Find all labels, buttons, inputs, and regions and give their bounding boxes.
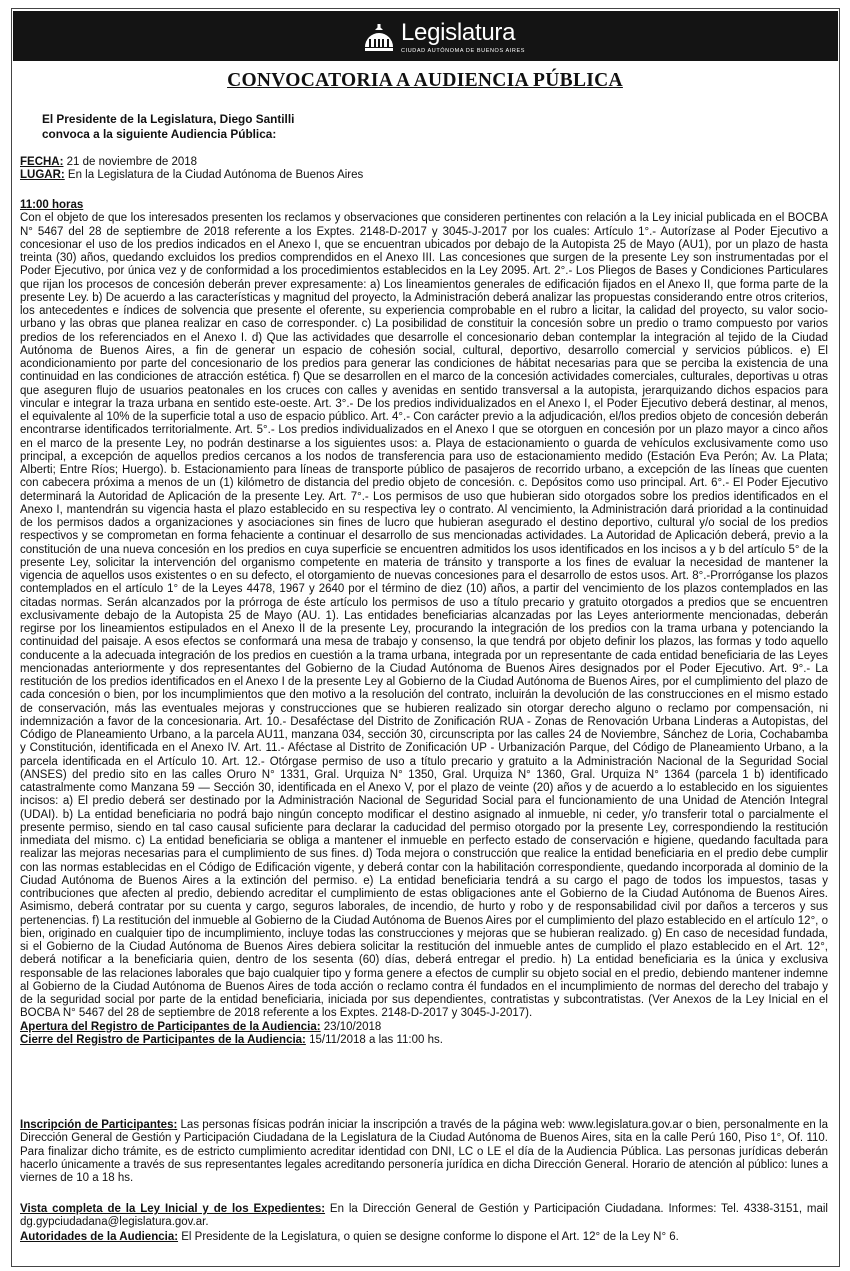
autoridades-text: El Presidente de la Legislatura, o quien se designe conforme lo dispone el Art. 12° de la Ley N° 6. xyxy=(178,1231,679,1243)
fecha-label: FECHA: xyxy=(20,156,64,168)
apertura-label: Apertura del Registro de Participantes de la Audiencia: xyxy=(20,1020,321,1033)
autoridades-label: Autoridades de la Audiencia: xyxy=(20,1231,179,1243)
legislatura-logo xyxy=(363,16,525,58)
inscripcion-label: Inscripción de Participantes: xyxy=(20,1119,178,1131)
vista-block xyxy=(20,1203,828,1230)
page-title: CONVOCATORIA A AUDIENCIA PÚBLICA xyxy=(227,70,623,91)
fecha-line xyxy=(20,156,828,169)
logo-name: Legislatura xyxy=(401,18,516,46)
header-banner xyxy=(13,11,838,61)
cierre-line xyxy=(20,1034,828,1047)
intro-block xyxy=(42,112,294,142)
hora-label: 11:00 horas xyxy=(20,199,84,211)
lugar-line xyxy=(20,169,828,182)
apertura-line xyxy=(20,1021,828,1034)
logo-subtitle: CIUDAD AUTÓNOMA DE BUENOS AIRES xyxy=(401,47,526,54)
vista-text: En la Dirección General de Gestión y Participación Ciudadana. Informes: Tel. 4338-3151, mail dg.gypciudadana@legislatura.gov.ar. xyxy=(20,1203,828,1229)
intro-line-1: El Presidente de la Legislatura, Diego Santilli xyxy=(42,112,295,126)
lugar-value: En la Legislatura de la Ciudad Autónoma de Buenos Aires xyxy=(64,169,364,182)
inscripcion-text: Las personas físicas podrán iniciar la inscripción a través de la página web: www.legislatura.gov.ar o bien, personalmente en la Dirección General de Gestión y Participación Ciudadana de la Legislatura de la Ciudad Autónoma de Buenos Aires, sita en la calle Perú 160, Piso 1°, Of. 110. Para finalizar dicho trámite, es de estricto cumplimiento acreditar identidad con DNI, LC o LE el día de la Audiencia Pública. Las personas jurídicas deberán hacerlo únicamente a través de sus representantes legales acreditando personería jurídica en dicha Dirección General. Horario de atención al público: lunes a viernes de 10 a 18 hs. xyxy=(20,1119,828,1184)
main-block xyxy=(20,199,828,1047)
cierre-value: 15/11/2018 a las 11:00 hs. xyxy=(305,1033,443,1046)
apertura-value: 23/10/2018 xyxy=(320,1020,382,1033)
lugar-label: LUGAR: xyxy=(20,169,65,182)
autoridades-block xyxy=(20,1231,828,1244)
cierre-label: Cierre del Registro de Participantes de la Audiencia: xyxy=(20,1033,306,1046)
body-text: Con el objeto de que los interesados presenten los reclamos y observaciones que consideren pertinentes con relación a la Ley inicial publicada en el BOCBA N° 5467 del 28 de septiembre de 2018 referente a los Exptes. 2148-D-2017 y 3045-J-2017 por los cuales: Artículo 1°.- Autorízase al Poder Ejecutivo a concesionar el uso de los predios indicados en el Anexo I, que se encuentran ubicados por debajo de la Autopista 25 de Mayo (AU1), por un plazo de hasta treinta (30) años, quedando excluidos los predios comprendidos en el Anexo III. Las concesiones que surgen de la presente Ley son instrumentadas por el Poder Ejecutivo, por única vez y de conformidad a los procedimientos establecidos en la Ley 2095. Art. 2°.- Los Pliegos de Bases y Condiciones Particulares que rijan los procesos de concesión deberán prever expresamente: a) Los lineamientos generales de edificación fijados en el Anexo II, que forma parte de la presente Ley. b) De acuerdo a las características y magnitud del proyecto, la Administración deberá analizar las propuestas considerando entre otros criterios, los antecedentes e índices de solvencia que presente el oferente, su experiencia comprobable en el rubro a licitar, la calidad del proyecto, su valor socio-urbano y las obras que planea realizar en caso de corresponder. c) La posibilidad de constituir la concesión sobre un predio o tramo compuesto por varios predios de los referenciados en el Anexo I. d) Que las actividades que desarrolle el concesionario deban contemplar la integración al tejido de la Ciudad Autónoma de Buenos Aires, a fin de generar un espacio de cohesión social, cultural, deportivo, desarrollo comercial y servicios públicos. e) El acondicionamiento por parte del concesionario de los predios para generar las condiciones de hábitat necesarias para que se perciba la existencia de una continuidad en las condiciones de atracción estética. f) Que se desarrollen en el marco de la concesión actividades comerciales, culturales, deportivas u otras que aseguren flujo de usuarios peatonales en los cruces con calles y avenidas en sentido transversal a la autopista, jerarquizando dichos espacios para vincular e integrar la traza urbana en sentido este-oeste. Art. 3°.- De los predios individualizados en el Anexo I, el Poder Ejecutivo deberá destinar, al menos, el equivalente al 10% de la superficie total a uso de espacio público. Art. 4°.- Con carácter previo a la adjudicación, el/los predios objeto de concesión deberán encontrarse identificados territorialmente. Art. 5°.- Los predios individualizados en el Anexo I que se otorguen en concesión por un plazo mayor a cinco años en el marco de la presente Ley, no podrán destinarse a los siguientes usos: a. Playa de estacionamiento o guarda de vehículos exclusivamente como uso principal, a excepción de aquellos predios cercanos a los nodos de transferencia para uso de estacionamiento medido (Estación Eva Perón; Av. La Plata; Alberti; Entre Ríos; Huergo). b. Estacionamiento para líneas de transporte público de pasajeros de recorrido urbano, a excepción de las líneas que cuenten con cabecera próxima a menos de un (1) kilómetro de distancia del predio objeto de concesión. c. Depósitos como uso principal. Art. 6°.- El Poder Ejecutivo determinará la Autoridad de Aplicación de la presente Ley. Art. 7°.- Los permisos de uso que hubieran sido otorgados sobre los predios identificados en el Anexo I, mantendrán su vigencia hasta el plazo establecido en su respectiva ley o contrato. Al vencimiento, la Administración dará prioridad a la continuidad de los permisos dados a organizaciones y asociaciones sin fines de lucro que hubieran asegurado el destino deportivo, cultural y/o social de los predios respectivos y se comprometan en forma fehaciente a continuar el desarrollo de sus mencionadas actividades. La Autoridad de Aplicación deberá, previo a la constitución de una nueva concesión en los predios en cuya superficie se encuentren admitidos los usos identificados en los incisos a y b del artículo 5° de la presente Ley, solicitar la intervención del organismo competente en materia de tránsito y transporte a los fines de evaluar la necesidad de mantener la vigencia de aquellos usos existentes o en su defecto, el otorgamiento de nuevas concesiones para el desarrollo de estos usos. Art. 8°.-Prorróganse los plazos contemplados en el artículo 1° de la Leyes 4478, 1967 y 2640 por el término de diez (10) años, a partir del vencimiento de los plazos contemplados en las citadas normas. Serán alcanzados por la prórroga de éste artículo los permisos de uso a título precario y gratuito otorgados a predios que se encuentren exclusivamente debajo de la Autopista 25 de Mayo (AU. 1). Las entidades beneficiarias alcanzadas por las Leyes anteriormente mencionadas, deberán regirse por los lineamientos estipulados en el Anexo II de la presente Ley, procurando la integración de los predios con la trama urbana y potenciando la continuidad del paisaje. A esos efectos se conformará una mesa de trabajo y consenso, la que tendrá por objeto definir los plazos, las formas y todo aquello conducente a la adecuada integración de los predios en cuestión a la trama urbana, integrada por un representante de cada entidad beneficiaria de las Leyes mencionadas anteriormente y dos representantes del Gobierno de la Ciudad Autónoma de Buenos Aires designados por el Poder Ejecutivo. Art. 9°.- La restitución de los predios identificados en el Anexo I de la presente Ley al Gobierno de la Ciudad Autónoma de Buenos Aires, por el cumplimiento del plazo de cada concesión o bien, por los incumplimientos que den motivo a la resolución del contrato, incluirán la devolución de las construcciones en el mismo estado de conservación, más las eventuales mejoras y construcciones que se hubieren realizado sin otorgar derecho alguno o reclamo por compensación, ni indemnización a favor de la concesionaria. Art. 10.- Desaféctase del Distrito de Zonificación RUA - Zonas de Renovación Urbana Linderas a Autopistas, del Código de Planeamiento Urbano, a la parcela AU11, manzana 034, sección 30, circunscripta por las calles 24 de Noviembre, Sánchez de Loria, Cochabamba y Constitución, identificada en el Anexo IV. Art. 11.- Aféctase al Distrito de Zonificación UP - Urbanización Parque, del Código de Planeamiento Urbano, a la parcela identificada en el Artículo 10. Art. 12.- Otórgase permiso de uso a título precario y gratuito a la Administración Nacional de la Seguridad Social (ANSES) del predio sito en las calles Oruro N° 1331, Gral. Urquiza N° 1350, Gral. Urquiza N° 1360, Gral. Urquiza N° 1364 (parcela 1 b) identificado catastralmente como Manzana 59 — Sección 30, identificada en el Anexo V, por el plazo de veinte (20) años y de acuerdo a lo establecido en los siguientes incisos: a) El predio deberá ser destinado por la Administración Nacional de Seguridad Social para el funcionamiento de una Unidad de Atención Integral (UDAI). b) La entidad beneficiaria no podrá bajo ningún concepto modificar el destino asignado al inmueble, ni ceder, y/o transferir total o parcialmente el presente permiso, siendo en tal caso causal suficiente para declarar la caducidad del permiso otorgado por la presente Ley, correspondiendo la restitución inmediata del mismo. c) La entidad beneficiaria se obliga a mantener el inmueble en perfecto estado de conservación e higiene, quedando facultada para realizar las mejoras necesarias para el cumplimiento de sus fines. d) Toda mejora o construcción que realice la entidad beneficiaria en el predio debe cumplir con las normas establecidas en el Código de Edificación vigente, y deberá contar con la habilitación correspondiente, quedando incorporada al dominio de la Ciudad Autónoma de Buenos Aires a la extinción del permiso. e) La entidad beneficiaria tendrá a su cargo el pago de todos los impuestos, tasas y contribuciones que afecten al predio, debiendo acreditar el cumplimiento de estas obligaciones ante el Gobierno de la Ciudad Autónoma de Buenos Aires. Asimismo, deberá contratar por su cuenta y cargo, seguros laborales, de incendio, de hurto y robo y de responsabilidad civil por daños a terceros y sus pertenencias. f) La restitución del inmueble al Gobierno de la Ciudad Autónoma de Buenos Aires por el cumplimiento del plazo establecido en el artículo 12°, o bien, originado en cualquier tipo de incumplimiento, incluye todas las construcciones y mejoras que se hubieran realizado. g) En caso de necesidad fundada, si el Gobierno de la Ciudad Autónoma de Buenos Aires debiera solicitar la restitución del inmueble antes de cumplido el plazo establecido en el Art. 12°, deberá notificar a la beneficiaria quien, dentro de los sesenta (60) días, deberá entregar el predio. h) La entidad beneficiaria es la única y exclusiva responsable de las relaciones laborales que bajo cualquier tipo y forma genere a efectos de cumplir su objeto social en el predio, debiendo mantener indemne al Gobierno de la Ciudad Autónoma de Buenos Aires de toda acción o reclamo contra él fundados en el incumplimiento de normas del derecho del trabajo y de la seguridad social por parte de la entidad beneficiaria, iniciada por sus dependientes, contratistas y subcontratistas. (Ver Anexos de la Ley Inicial en el BOCBA N° 5467 del 28 de septiembre de 2018 referente a los Exptes. 2148-D-2017 y 3045-J-2017). xyxy=(20,212,828,1020)
fecha-lugar-block xyxy=(20,156,828,183)
intro-line-2: convoca a la siguiente Audiencia Pública: xyxy=(42,127,277,141)
vista-label: Vista completa de la Ley Inicial y de los Expedientes: xyxy=(20,1203,326,1215)
legislatura-building-icon xyxy=(363,17,395,57)
inscripcion-block xyxy=(20,1119,828,1185)
fecha-value: 21 de noviembre de 2018 xyxy=(63,156,198,168)
